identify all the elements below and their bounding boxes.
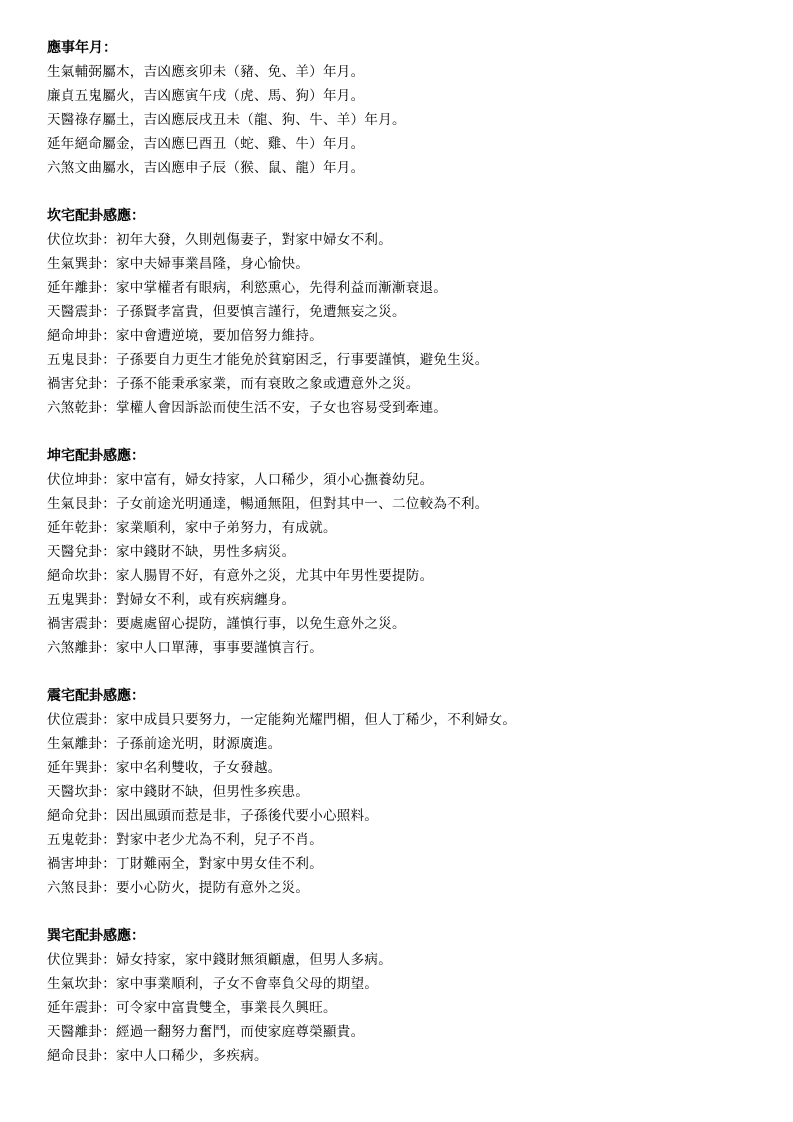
text-line: 伏位震卦：家中成員只要努力，一定能夠光耀門楣，但人丁稀少，不利婦女。: [47, 712, 517, 728]
text-line: 延年離卦：家中掌權者有眼病，利慾熏心，先得利益而漸漸衰退。: [47, 280, 448, 296]
text-line: 絕命坤卦：家中會遭逆境，要加倍努力維持。: [47, 328, 323, 344]
text-line: 六煞離卦：家中人口單薄，事事要謹慎言行。: [47, 640, 323, 656]
section-kan-house: [47, 204, 767, 420]
section-kun-house: [47, 444, 767, 660]
section-heading: 坎宅配卦感應：: [47, 208, 145, 224]
text-line: 延年絕命屬金，吉凶應巳酉丑（蛇、雞、牛）年月。: [47, 136, 365, 152]
text-line: 生氣坎卦：家中事業順利，子女不會辜負父母的期望。: [47, 976, 379, 992]
text-line: 廉貞五鬼屬火，吉凶應寅午戌（虎、馬、狗）年月。: [47, 88, 365, 104]
text-line: 生氣巽卦：家中夫婦事業昌隆，身心愉快。: [47, 256, 310, 272]
text-line: 延年巽卦：家中名利雙收，子女發越。: [47, 760, 282, 776]
text-line: 天醫離卦：經過一翻努力奮鬥，而使家庭尊榮顯貴。: [47, 1024, 365, 1040]
text-line: 延年震卦：可令家中富貴雙全，事業長久興旺。: [47, 1000, 337, 1016]
text-line: 五鬼巽卦：對婦女不利，或有疾病纏身。: [47, 592, 296, 608]
section-heading: 應事年月：: [47, 40, 117, 56]
text-line: 五鬼艮卦：子孫要自力更生才能免於貧窮困乏，行事要謹慎，避免生災。: [47, 352, 489, 368]
text-line: 天醫坎卦：家中錢財不缺，但男性多疾患。: [47, 784, 310, 800]
text-line: 伏位巽卦：婦女持家，家中錢財無須顧慮，但男人多病。: [47, 952, 392, 968]
text-line: 伏位坎卦：初年大發，久則剋傷妻子，對家中婦女不利。: [47, 232, 392, 248]
text-line: 禍害震卦：要處處留心提防，謹慎行事，以免生意外之災。: [47, 616, 406, 632]
text-line: 絕命兌卦：因出風頭而惹是非，子孫後代要小心照料。: [47, 808, 379, 824]
text-line: 五鬼乾卦：對家中老少尤為不利，兒子不肖。: [47, 832, 323, 848]
text-line: 天醫祿存屬土，吉凶應辰戌丑未（龍、狗、牛、羊）年月。: [47, 112, 406, 128]
section-heading: 巽宅配卦感應：: [47, 928, 145, 944]
section-xun-house: [47, 924, 767, 1068]
section-heading: 震宅配卦感應：: [47, 688, 145, 704]
text-line: 天醫兌卦：家中錢財不缺，男性多病災。: [47, 544, 296, 560]
text-line: 六煞乾卦：掌權人會因訴訟而使生活不安，子女也容易受到牽連。: [47, 400, 448, 416]
text-line: 六煞艮卦：要小心防火，提防有意外之災。: [47, 880, 310, 896]
text-line: 伏位坤卦：家中富有，婦女持家，人口稀少，須小心撫養幼兒。: [47, 472, 434, 488]
text-line: 禍害坤卦：丁財難兩全，對家中男女佳不利。: [47, 856, 323, 872]
text-line: 絕命坎卦：家人腸胃不好，有意外之災，尤其中年男性要提防。: [47, 568, 434, 584]
text-line: 延年乾卦：家業順利，家中子弟努力，有成就。: [47, 520, 337, 536]
text-line: 禍害兌卦：子孫不能秉承家業，而有衰敗之象或遭意外之災。: [47, 376, 420, 392]
text-line: 六煞文曲屬水，吉凶應申子辰（猴、鼠、龍）年月。: [47, 160, 365, 176]
text-line: 絕命艮卦：家中人口稀少，多疾病。: [47, 1048, 268, 1064]
text-line: 生氣離卦：子孫前途光明，財源廣進。: [47, 736, 282, 752]
text-line: 生氣艮卦：子女前途光明通達，暢通無阻，但對其中一、二位較為不利。: [47, 496, 489, 512]
document-page: [47, 36, 767, 1092]
text-line: 天醫震卦：子孫賢孝富貴，但要慎言謹行，免遭無妄之災。: [47, 304, 406, 320]
section-zhen-house: [47, 684, 767, 900]
section-heading: 坤宅配卦感應：: [47, 448, 145, 464]
text-line: 生氣輔弼屬木，吉凶應亥卯未（豬、免、羊）年月。: [47, 64, 365, 80]
section-timing: [47, 36, 767, 180]
